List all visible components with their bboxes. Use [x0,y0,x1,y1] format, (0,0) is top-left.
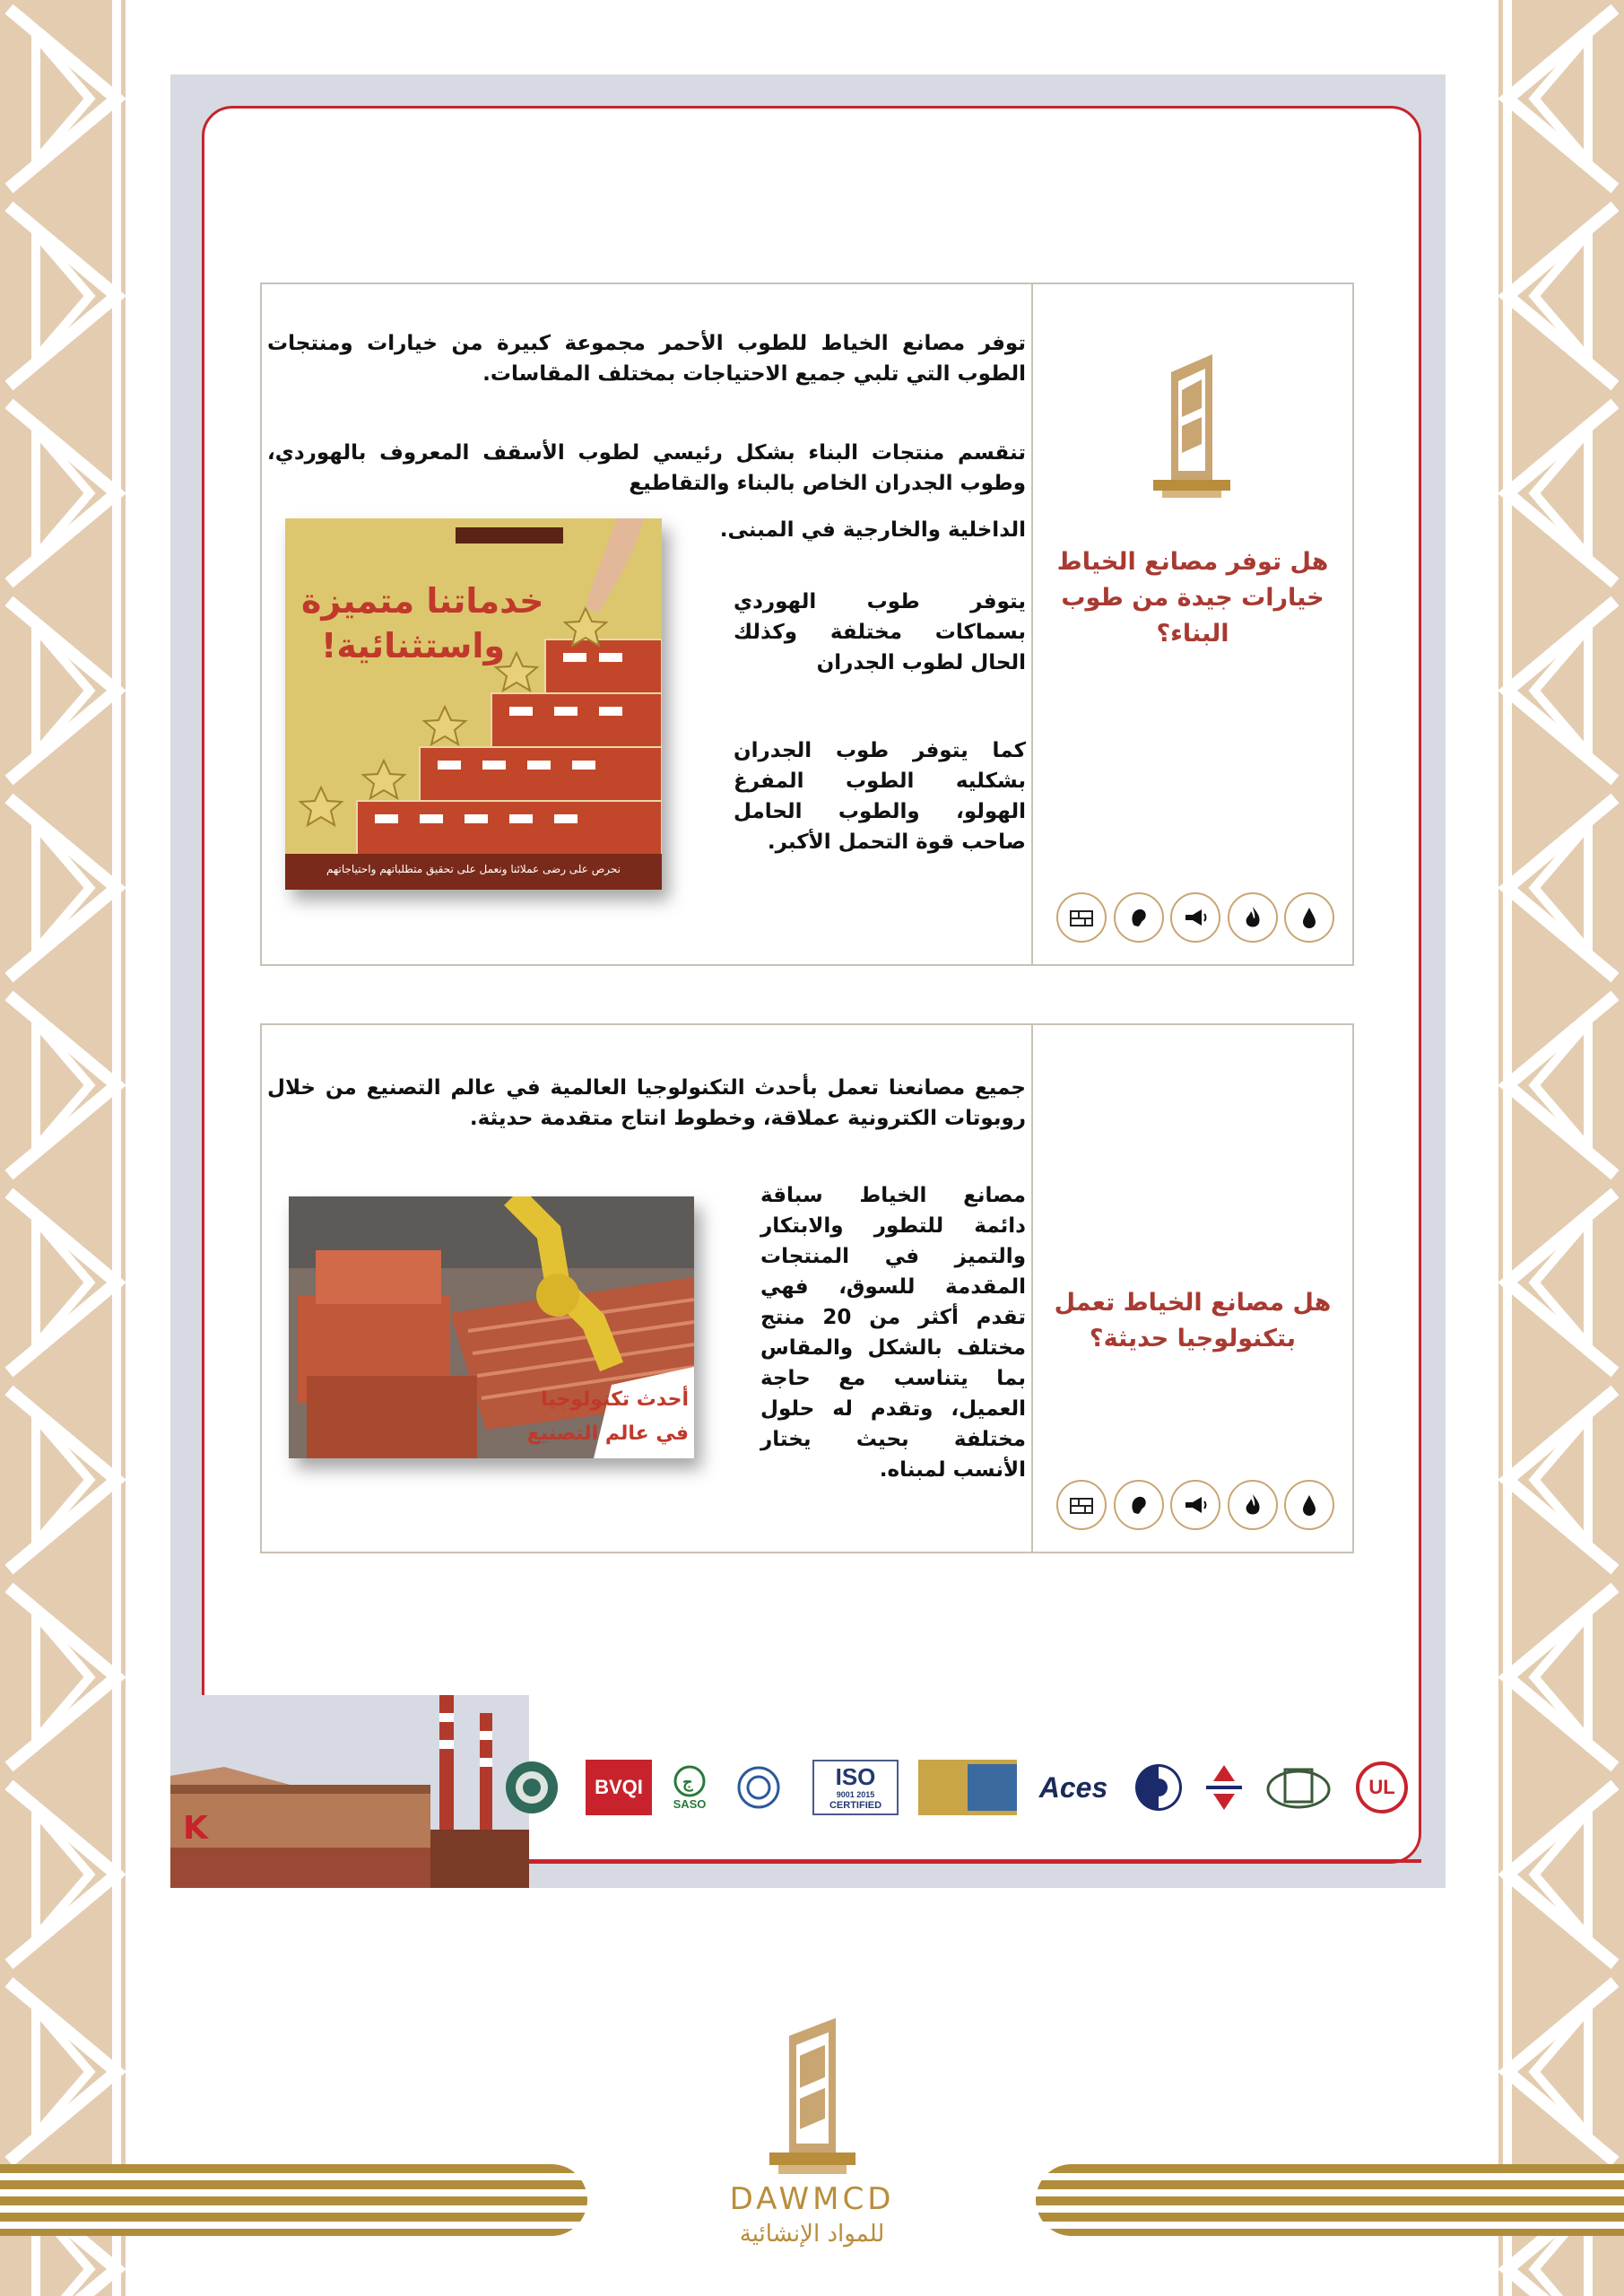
services-headline-1: خدماتنا متميزة [301,581,544,621]
cert-bvqi [586,1760,652,1815]
svg-text:K: K [183,1810,208,1847]
card1-para-thickness: يتوفر طوب الهوردي بسماكات مختلفة وكذلك الحال لطوب الجدران [734,590,1026,674]
service-icons [1056,1480,1334,1534]
card1-para-types: كما يتوفر طوب الجدران بشكليه الطوب المفرغ الهولو، والطوب الحامل صاحب قوة التحمل الأكبر. [734,739,1026,854]
ear-icon [1114,892,1164,943]
brand-name-arabic: للمواد الإنشائية [739,2221,885,2248]
cert-iso-certified: CERTIFIED [829,1800,882,1811]
cert-astm [734,1760,784,1815]
drop-icon [1284,1480,1334,1530]
card-side-panel [1031,1025,1352,1552]
card2-para-products: مصانع الخياط سباقة دائمة للتطور والابتكار والتميز في المنتجات المقدمة للسوق، فهي تقدم أكثر من 20 منتج مختلف بالشكل والمقاس بما يتناسب مع حاجة العميل، وتقدم له حلول مختلفة بحيث يختار الأنسب لمبناه. [760,1184,1026,1482]
cert-alkoot [918,1760,1017,1815]
brick-wall-icon [1056,1480,1107,1530]
factory-robot-illustration [289,1196,694,1458]
svg-text:ج: ج [682,1772,693,1791]
faq-question: هل مصانع الخياط تعمل بتكنولوجيا حديثة؟ [1054,1289,1332,1352]
card-side-panel [1031,284,1352,964]
card2-intro: جميع مصانعنا تعمل بأحدث التكنولوجيا العالمية في عالم التصنيع من خلال روبوتات الكترونية عملاقة، وخطوط انتاج متقدمة حديثة. [267,1076,1026,1130]
right-pattern-band [1498,0,1624,2296]
cert-arrows [1202,1760,1246,1815]
cert-seal-isf [1264,1760,1333,1815]
fire-icon [1228,892,1278,943]
drop-icon [1284,892,1334,943]
left-pattern-band [0,0,126,2296]
cert-iso [812,1760,899,1815]
megaphone-icon [1170,892,1220,943]
card1-intro: توفر مصانع الخياط للطوب الأحمر مجموعة كبيرة من خيارات ومنتجات الطوب التي تلبي جميع الاحتياجات بمختلف المقاسات. [267,332,1026,386]
cert-bvqi-label: BVQI [595,1776,643,1798]
cert-iso-number: 9001 2015 [836,1790,875,1799]
brick-wall-icon [1056,892,1107,943]
cert-aces-label: Aces [1038,1770,1108,1804]
faq-question: هل توفر مصانع الخياط خيارات جيدة من طوب البناء؟ [1056,548,1329,648]
cert-ul [1352,1760,1411,1815]
cert-seal-1 [502,1760,561,1815]
services-headline-2: واستثنائية! [321,626,505,665]
cert-ul-label: UL [1368,1776,1395,1798]
cert-iso-label: ISO [835,1763,876,1790]
frame-bottom-line [529,1859,1421,1863]
cert-saso [668,1760,711,1815]
service-icons [1056,892,1334,946]
brand-logo-mark [769,2018,855,2176]
services-caption: نحرص على رضى عملائنا ونعمل على تحقيق متطلباتهم واحتياجاتهم [326,863,621,875]
cert-seal-oj [1132,1760,1185,1815]
cert-saso-label: SASO [673,1796,707,1811]
brick-stairs-illustration [285,518,662,890]
brand-name-latin: DAWMCD [729,2181,895,2217]
ear-icon [1114,1480,1164,1530]
fire-icon [1228,1480,1278,1530]
brand-tower-icon [1153,354,1230,498]
megaphone-icon [1170,1480,1220,1530]
cert-ul-circle [1356,1761,1408,1813]
cert-aces [1033,1760,1114,1815]
technology-headline-2: في عالم التصنيع [526,1422,689,1445]
services-image [285,518,662,890]
factory-photo [170,1695,529,1888]
technology-headline-1: أحدث تكنولوجيا [541,1388,689,1411]
card1-para-categories: تنقسم منتجات البناء بشكل رئيسي لطوب الأسقف المعروف بالهوردي، وطوب الجدران الخاص بالبناء والتقاطيع [267,441,1026,495]
card1-para-placement: الداخلية والخارجية في المبنى. [719,518,1026,542]
technology-image [289,1196,694,1458]
